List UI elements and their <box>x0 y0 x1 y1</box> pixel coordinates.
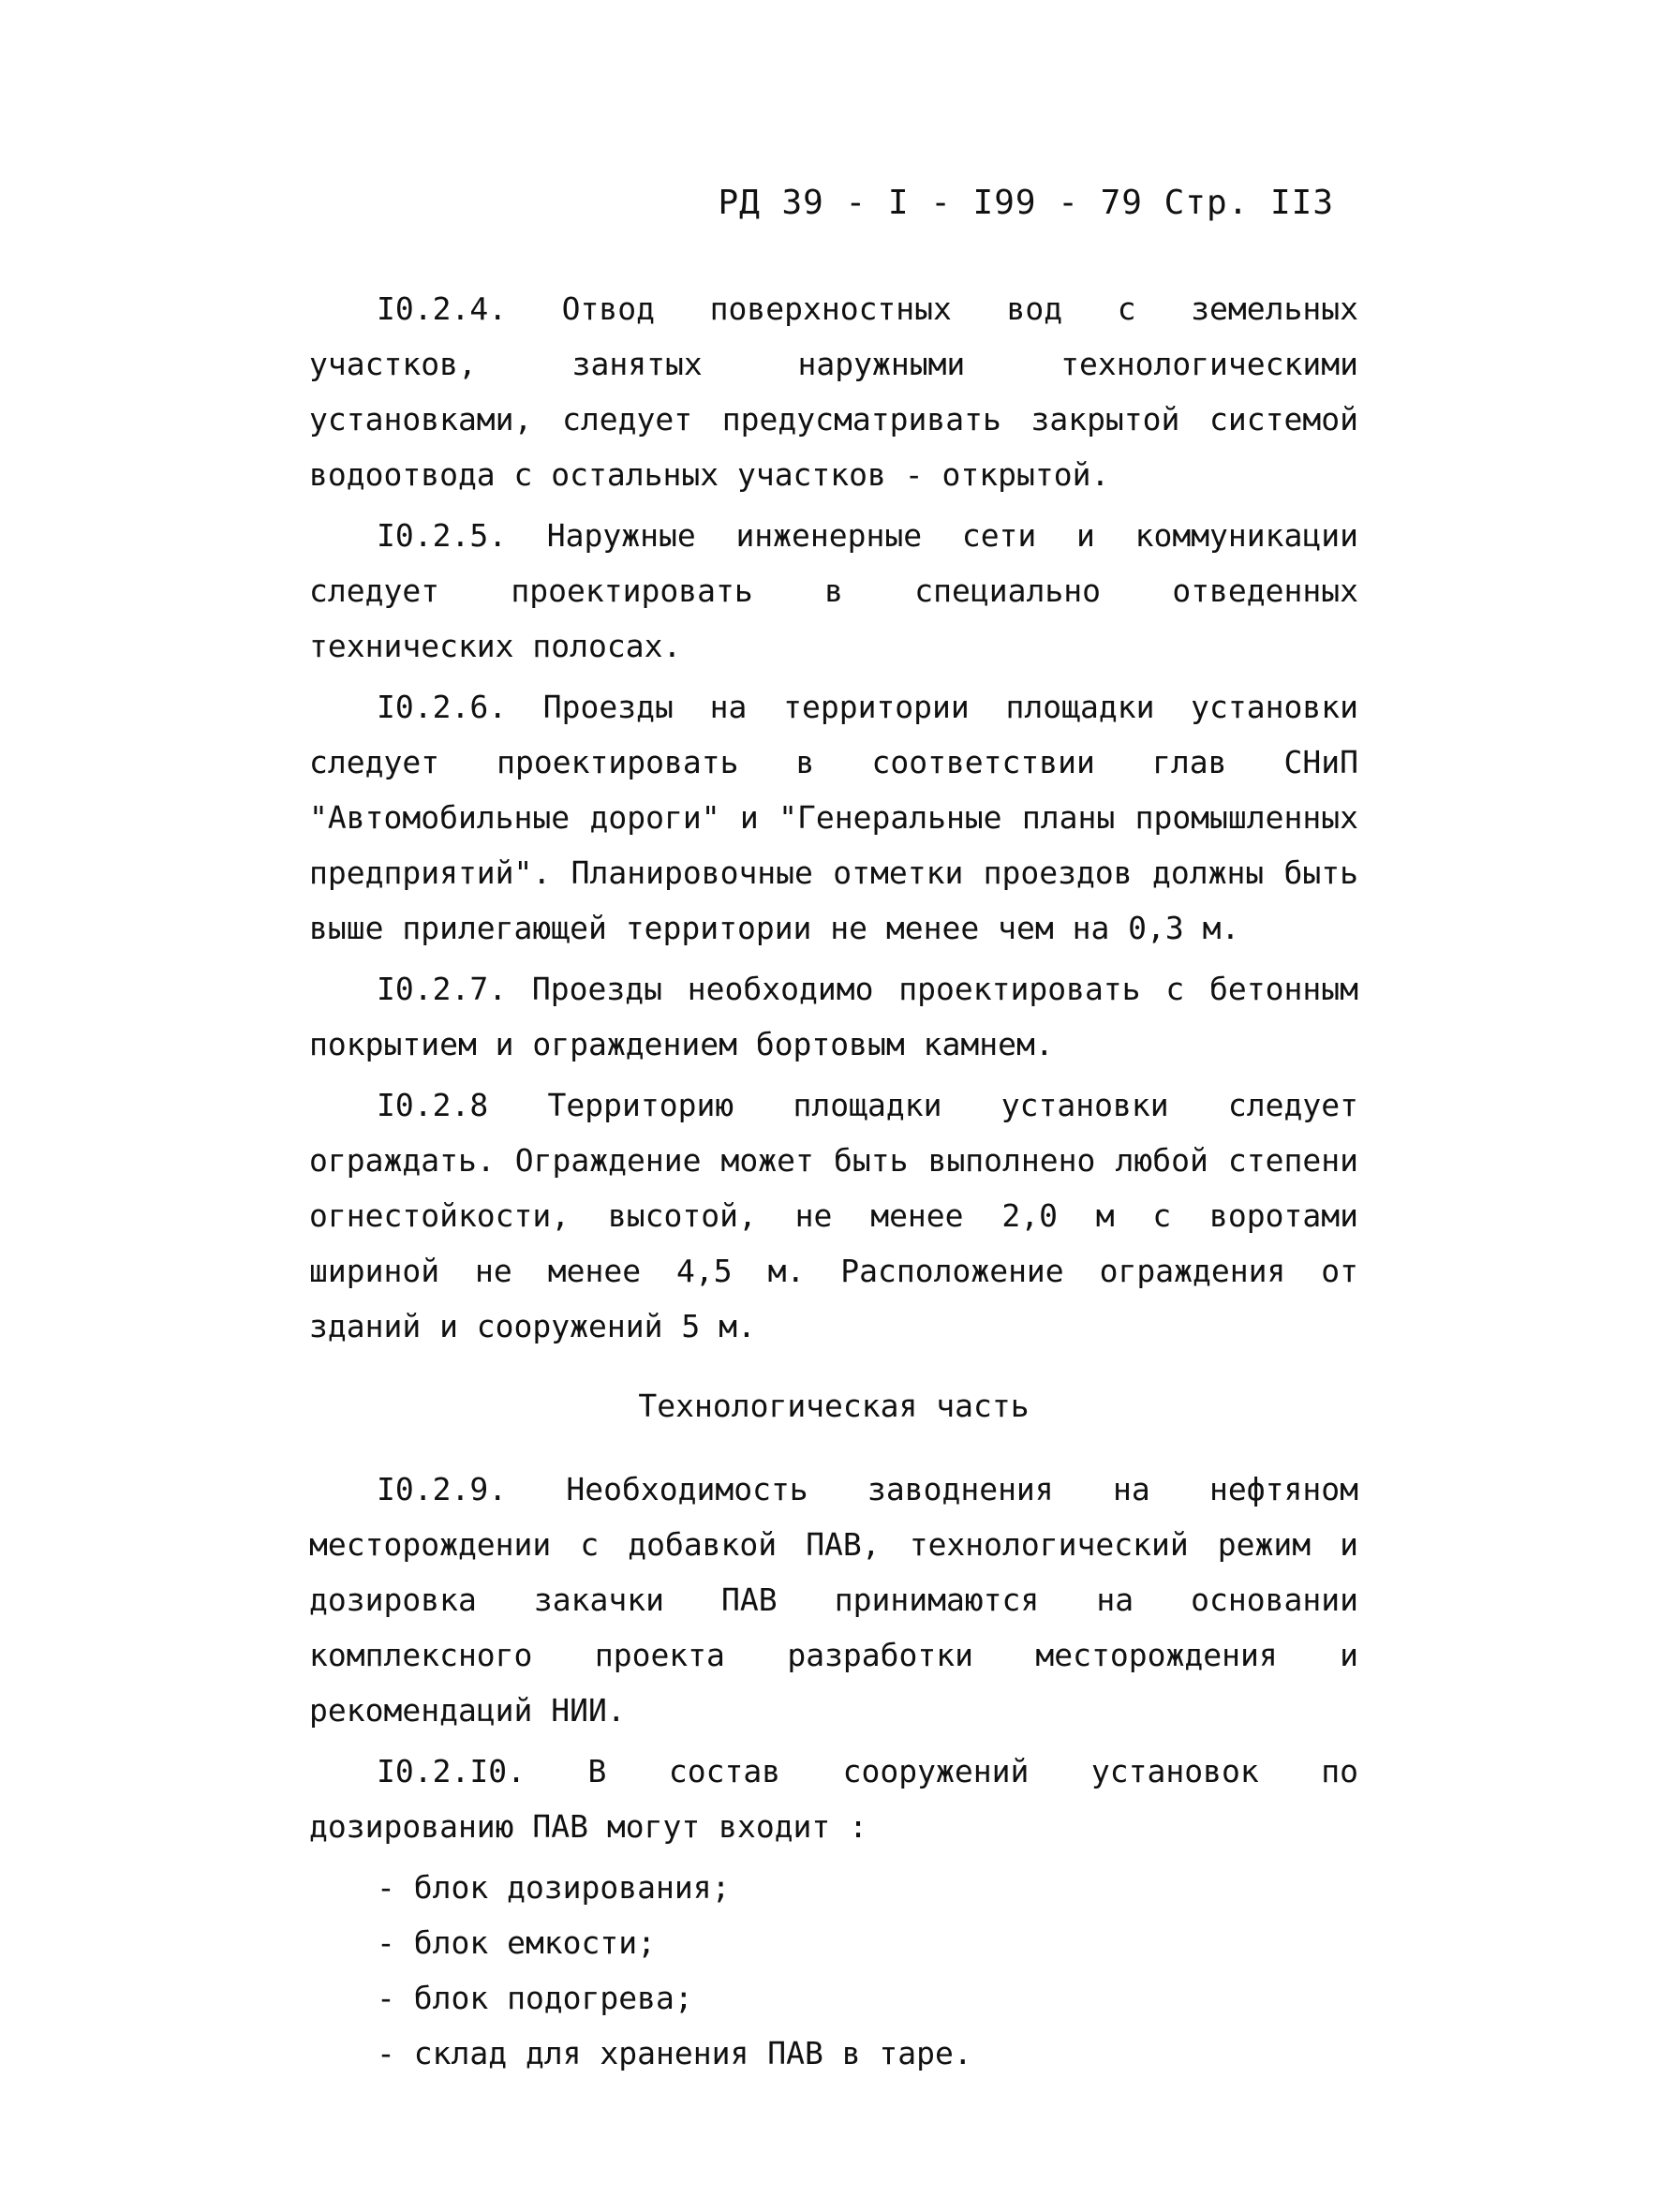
paragraph-10-2-4: I0.2.4. Отвод поверхностных вод с земельных участков, занятых наружными технологическими установками, следует предусматривать закрытой системой водоотвода с остальных участков - открытой. <box>309 290 1358 493</box>
paragraph-10-2-9: I0.2.9. Необходимость заводнения на нефтяном месторождении с добавкой ПАВ, технологический режим и дозировка закачки ПАВ принимаются на основании комплексного проекта разработки месторождения и рекомендаций НИИ. <box>309 1471 1358 1729</box>
list-item: - склад для хранения ПАВ в таре. <box>377 2035 972 2071</box>
paragraph-10-2-7: I0.2.7. Проезды необходимо проектировать с бетонным покрытием и ограждением бортовым камнем. <box>309 971 1358 1062</box>
paragraph-10-2-6: I0.2.6. Проезды на территории площадки установки следует проектировать в соответствии глав СНиП "Автомобильные дороги" и "Генеральные планы промышленных предприятий". Планировочные отметки проездов должны быть выше прилегающей территории не менее чем на 0,3 м. <box>309 689 1358 946</box>
page-header: РД 39 - I - I99 - 79 Стр. II3 <box>718 184 1334 222</box>
list-item: - блок дозирования; <box>377 1869 731 1906</box>
paragraph-10-2-8: I0.2.8 Территорию площадки установки следует ограждать. Ограждение может быть выполнено любой степени огнестойкости, высотой, не менее 2,0 м с воротами шириной не менее 4,5 м. Расположение ограждения от зданий и сооружений 5 м. <box>309 1087 1358 1344</box>
document-body <box>309 281 1358 2081</box>
paragraph-10-2-10: I0.2.I0. В состав сооружений установок по дозированию ПАВ могут входит : <box>309 1753 1358 1845</box>
list-item: - блок подогрева; <box>377 1980 693 2016</box>
paragraph-10-2-5: I0.2.5. Наружные инженерные сети и коммуникации следует проектировать в специально отведенных технических полосах. <box>309 517 1358 664</box>
list-item: - блок емкости; <box>377 1924 657 1961</box>
section-title: Технологическая часть <box>638 1388 1030 1424</box>
facilities-list <box>309 1860 1358 2081</box>
